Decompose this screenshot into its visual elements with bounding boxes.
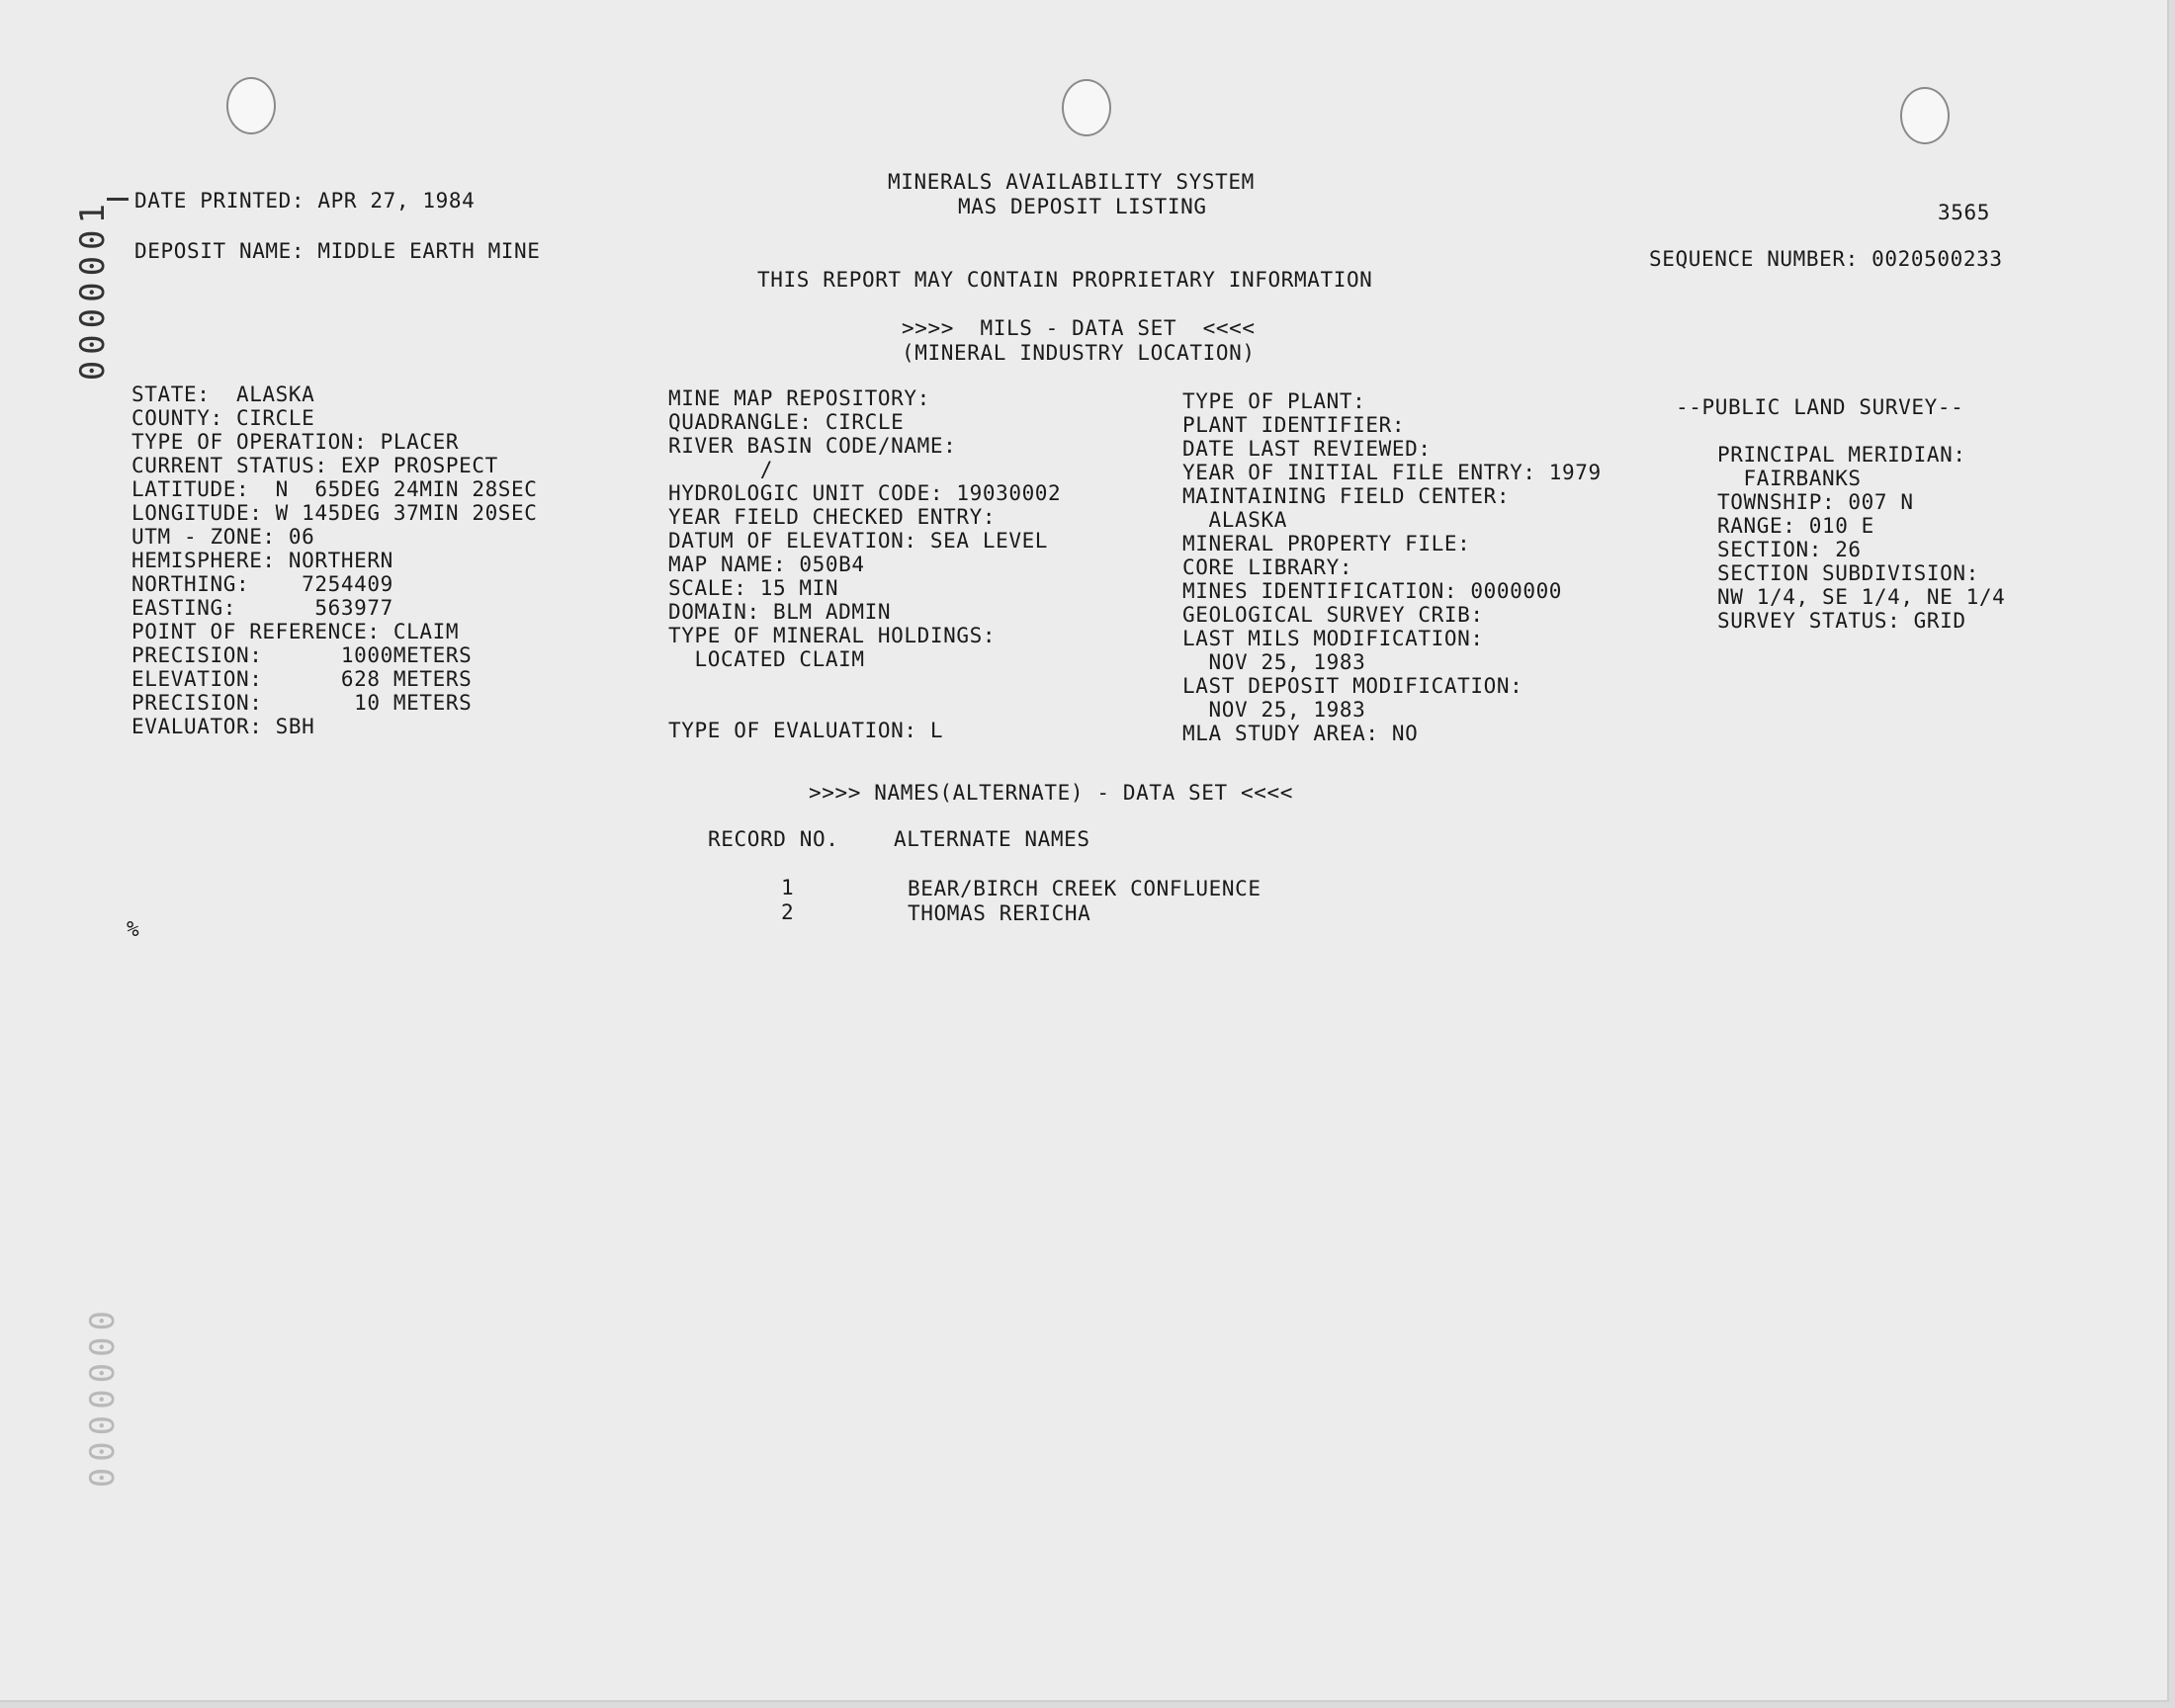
record-no-header: RECORD NO. <box>708 827 839 851</box>
scale: SCALE: 15 MIN <box>668 576 839 600</box>
page-number: 3565 <box>1938 201 1990 224</box>
punch-hole-left <box>226 77 276 134</box>
field-center-value: ALASKA <box>1182 508 1287 532</box>
utm-zone: UTM - ZONE: 06 <box>131 525 315 549</box>
alternate-name: BEAR/BIRCH CREEK CONFLUENCE <box>908 877 1262 900</box>
section-subdivision: SECTION SUBDIVISION: <box>1717 561 1979 585</box>
last-deposit-modification: LAST DEPOSIT MODIFICATION: <box>1182 674 1523 698</box>
geological-survey-crib: GEOLOGICAL SURVEY CRIB: <box>1182 603 1484 627</box>
principal-meridian: PRINCIPAL MERIDIAN: <box>1717 443 1966 467</box>
core-library: CORE LIBRARY: <box>1182 555 1353 579</box>
punch-hole-right <box>1900 87 1950 144</box>
alternate-name: THOMAS RERICHA <box>908 901 1091 925</box>
margin-code-top: 0000001 <box>73 198 113 382</box>
evaluator: EVALUATOR: SBH <box>131 715 315 738</box>
plant-identifier: PLANT IDENTIFIER: <box>1182 413 1406 437</box>
deposit-name: DEPOSIT NAME: MIDDLE EARTH MINE <box>134 239 541 263</box>
survey-status: SURVEY STATUS: GRID <box>1717 609 1966 633</box>
mineral-property-file: MINERAL PROPERTY FILE: <box>1182 532 1471 555</box>
precision-location: PRECISION: 1000METERS <box>131 643 473 667</box>
column-map <box>668 386 1061 742</box>
blank-line <box>668 671 1061 695</box>
listing-title: MAS DEPOSIT LISTING <box>958 195 1207 218</box>
easting: EASTING: 563977 <box>131 596 393 620</box>
range: RANGE: 010 E <box>1717 514 1874 538</box>
section: SECTION: 26 <box>1717 538 1862 561</box>
blank-line <box>668 695 1061 719</box>
maintaining-field-center: MAINTAINING FIELD CENTER: <box>1182 484 1511 508</box>
river-basin-value: / <box>668 458 773 481</box>
quadrangle: QUADRANGLE: CIRCLE <box>668 410 905 434</box>
names-dataset-title: >>>> NAMES(ALTERNATE) - DATA SET <<<< <box>809 781 1293 805</box>
longitude: LONGITUDE: W 145DEG 37MIN 20SEC <box>131 501 538 525</box>
sequence-number: SEQUENCE NUMBER: 0020500233 <box>1649 247 2003 271</box>
principal-meridian-value: FAIRBANKS <box>1717 467 1862 490</box>
dataset-subtitle: (MINERAL INDUSTRY LOCATION) <box>902 341 1256 365</box>
elevation: ELEVATION: 628 METERS <box>131 667 473 691</box>
map-name: MAP NAME: 050B4 <box>668 553 865 576</box>
dataset-title: >>>> MILS - DATA SET <<<< <box>902 316 1256 340</box>
hemisphere: HEMISPHERE: NORTHERN <box>131 549 393 572</box>
point-of-reference: POINT OF REFERENCE: CLAIM <box>131 620 460 643</box>
precision-elevation: PRECISION: 10 METERS <box>131 691 473 715</box>
column-land-survey <box>1717 443 2005 633</box>
county: COUNTY: CIRCLE <box>131 406 315 430</box>
alternate-names-header: ALTERNATE NAMES <box>894 827 1090 851</box>
date-printed: DATE PRINTED: APR 27, 1984 <box>134 189 476 213</box>
mla-study-area: MLA STUDY AREA: NO <box>1182 722 1419 745</box>
footer-mark: % <box>127 917 140 941</box>
land-survey-heading: --PUBLIC LAND SURVEY-- <box>1676 395 1964 419</box>
type-of-operation: TYPE OF OPERATION: PLACER <box>131 430 460 454</box>
type-of-plant: TYPE OF PLANT: <box>1182 389 1366 413</box>
mineral-holdings: TYPE OF MINERAL HOLDINGS: <box>668 624 997 647</box>
river-basin: RIVER BASIN CODE/NAME: <box>668 434 957 458</box>
punch-hole-center <box>1062 79 1111 136</box>
mineral-holdings-value: LOCATED CLAIM <box>668 647 865 671</box>
latitude: LATITUDE: N 65DEG 24MIN 28SEC <box>131 477 538 501</box>
northing: NORTHING: 7254409 <box>131 572 393 596</box>
column-administration <box>1182 389 1602 745</box>
township: TOWNSHIP: 007 N <box>1717 490 1914 514</box>
mines-identification: MINES IDENTIFICATION: 0000000 <box>1182 579 1563 603</box>
year-initial-entry: YEAR OF INITIAL FILE ENTRY: 1979 <box>1182 461 1602 484</box>
type-of-evaluation: TYPE OF EVALUATION: L <box>668 719 944 742</box>
last-mils-modification: LAST MILS MODIFICATION: <box>1182 627 1484 650</box>
year-field-checked: YEAR FIELD CHECKED ENTRY: <box>668 505 997 529</box>
hydrologic-unit-code: HYDROLOGIC UNIT CODE: 19030002 <box>668 481 1062 505</box>
system-title: MINERALS AVAILABILITY SYSTEM <box>888 170 1255 194</box>
domain: DOMAIN: BLM ADMIN <box>668 600 892 624</box>
last-deposit-modification-date: NOV 25, 1983 <box>1182 698 1366 722</box>
record-number: 1 <box>781 876 795 899</box>
date-last-reviewed: DATE LAST REVIEWED: <box>1182 437 1432 461</box>
column-location <box>131 383 538 738</box>
current-status: CURRENT STATUS: EXP PROSPECT <box>131 454 498 477</box>
margin-code-bottom: 0000000 <box>83 1305 123 1489</box>
last-mils-modification-date: NOV 25, 1983 <box>1182 650 1366 674</box>
state: STATE: ALASKA <box>131 383 315 406</box>
proprietary-notice: THIS REPORT MAY CONTAIN PROPRIETARY INFORMATION <box>757 268 1373 292</box>
datum-of-elevation: DATUM OF ELEVATION: SEA LEVEL <box>668 529 1049 553</box>
record-number: 2 <box>781 900 795 924</box>
section-subdivision-value: NW 1/4, SE 1/4, NE 1/4 <box>1717 585 2006 609</box>
mine-map-repository: MINE MAP REPOSITORY: <box>668 386 930 410</box>
